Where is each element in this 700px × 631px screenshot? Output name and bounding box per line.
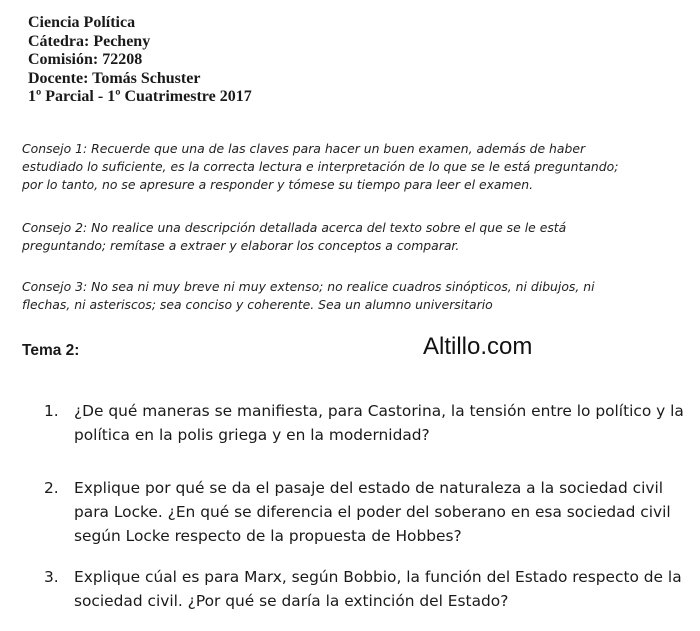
advice-line: estudiado lo suficiente, es la correcta lectura e interpretación de lo que se le está preguntando; [22, 159, 619, 174]
advice-line: flechas, ni asteriscos; sea conciso y coherente. Sea un alumno universitario [22, 297, 493, 312]
comision-line: Comisión: 72208 [28, 51, 143, 68]
exam-period-line: 1º Parcial - 1º Cuatrimestre 2017 [28, 88, 252, 105]
advice-paragraph-3 [22, 278, 674, 314]
question-text [74, 476, 686, 548]
advice-line: Consejo 3: No sea ni muy breve ni muy extenso; no realice cuadros sinópticos, ni dibujos, ni [22, 279, 595, 294]
exam-header [28, 14, 252, 107]
question-line: para Locke. ¿En qué se diferencia el poder del soberano en esa sociedad civil [74, 503, 671, 521]
question-number: 1. [44, 402, 59, 420]
advice-line: Consejo 2: No realice una descripción detallada acerca del texto sobre el que se le está [22, 220, 567, 235]
question-line: según Locke respecto de la propuesta de Hobbes? [74, 527, 462, 545]
advice-paragraph-1 [22, 140, 674, 194]
tema-title: Tema 2: [22, 342, 80, 359]
question-line: Explique por qué se da el pasaje del estado de naturaleza a la sociedad civil [74, 479, 663, 497]
catedra-line: Cátedra: Pecheny [28, 32, 151, 50]
advice-line: por lo tanto, no se apresure a responder y tómese su tiempo para leer el examen. [22, 177, 534, 192]
question-text [74, 399, 686, 447]
question-line: sociedad civil. ¿Por qué se daría la extinción del Estado? [74, 592, 509, 610]
docente-line: Docente: Tomás Schuster [28, 69, 201, 87]
question-number: 2. [44, 479, 59, 497]
subject-title: Ciencia Política [28, 14, 136, 31]
question-line: Explique cúal es para Marx, según Bobbio, la función del Estado respecto de la [74, 568, 682, 586]
advice-paragraph-2 [22, 219, 674, 255]
advice-line: preguntando; remítase a extraer y elaborar los conceptos a comparar. [22, 238, 460, 253]
question-line: ¿De qué maneras se manifiesta, para Castorina, la tensión entre lo político y la [74, 402, 684, 420]
question-line: política en la polis griega y en la modernidad? [74, 426, 430, 444]
advice-line: Consejo 1: Recuerde que una de las claves para hacer un buen examen, además de haber [22, 141, 586, 156]
question-number: 3. [44, 568, 59, 586]
question-text [74, 565, 686, 613]
watermark: Altillo.com [423, 333, 533, 360]
